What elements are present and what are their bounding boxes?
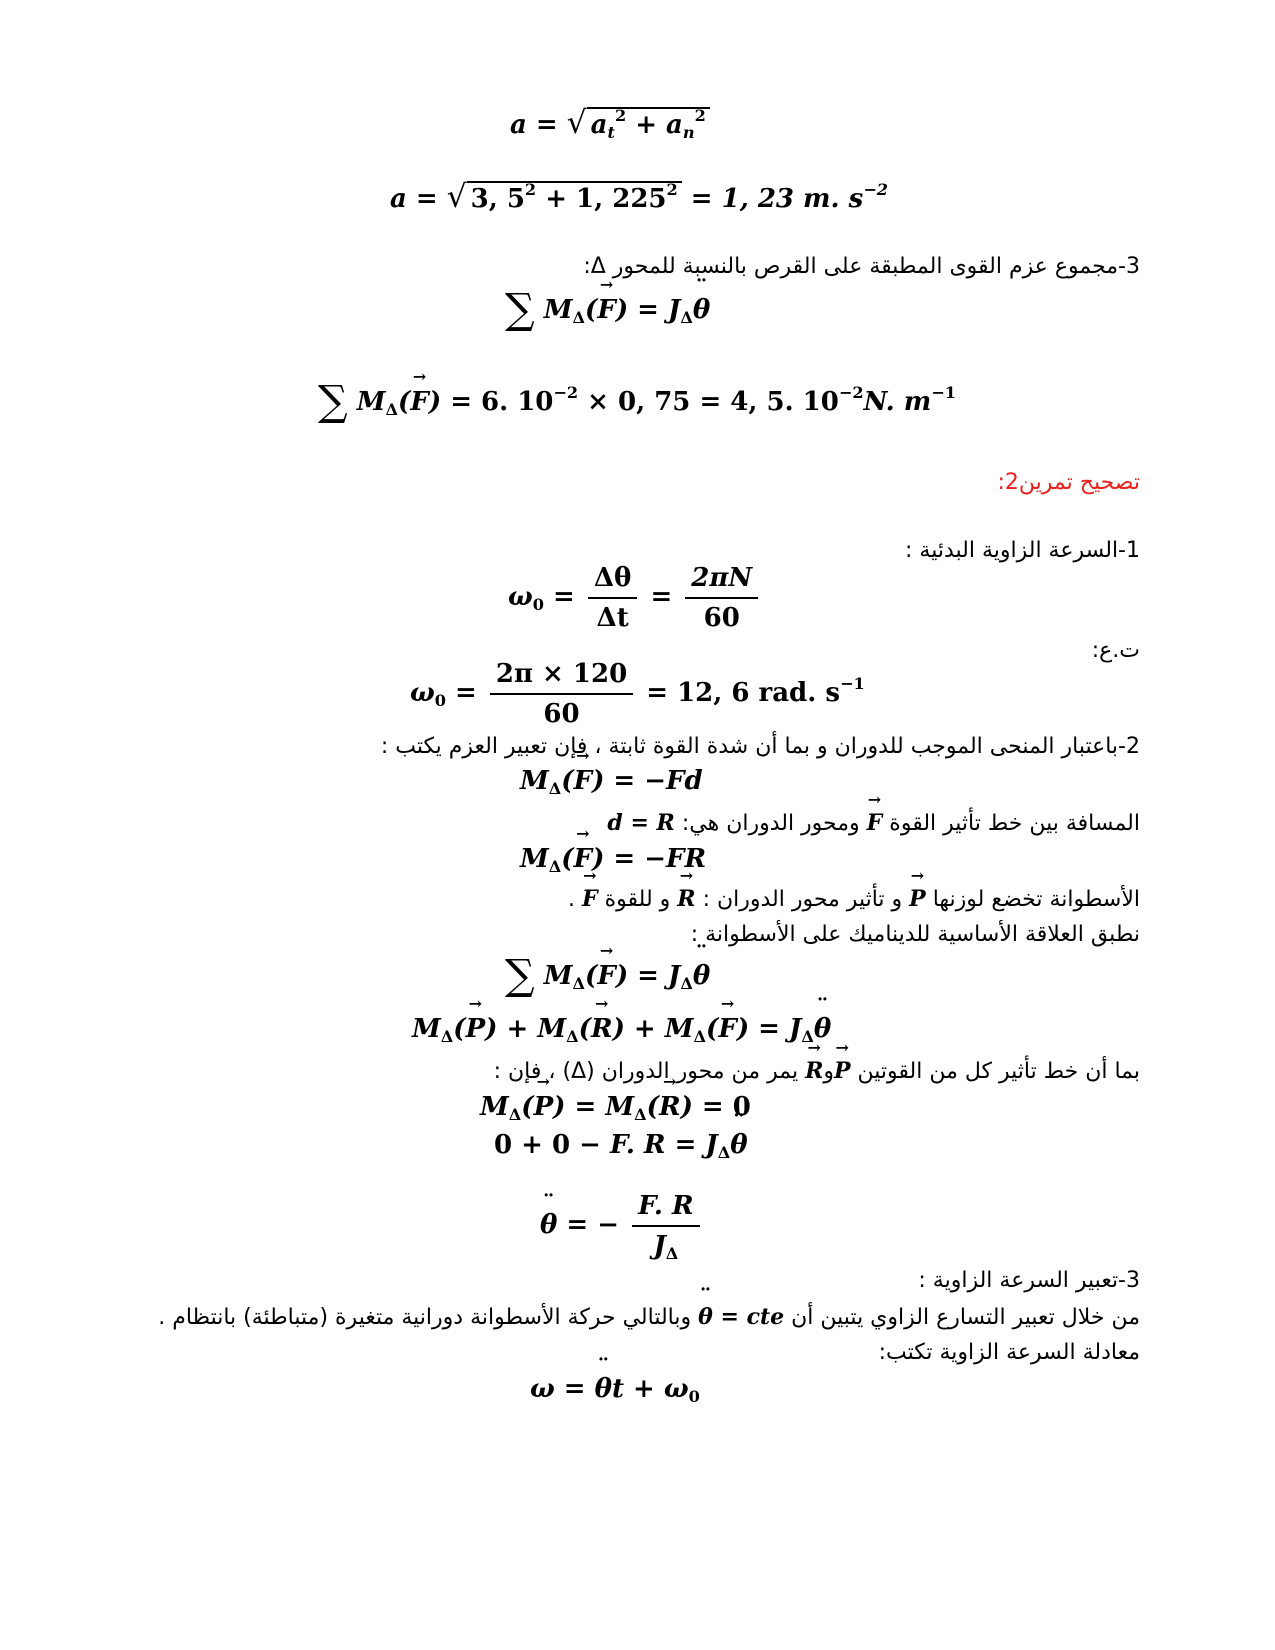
q3-equation-label: معادلة السرعة الزاوية تكتب: bbox=[878, 1340, 1140, 1365]
zero-sum-equation: 0 + 0 − F. $R = J_\Delta¨$ θ bbox=[494, 1128, 748, 1162]
exercise2-title: تصحيح تمرين2: bbox=[997, 470, 1140, 495]
numeric-app-label: ت.ع: bbox=[1091, 638, 1140, 663]
moment-F-formula: $M_\Delta(\to F) = -Fd$ bbox=[520, 764, 703, 798]
omega0-formula: $\omega_0$ = $\frac{\Delta\theta}{\Delta t}$ = $\frac{2\pi N}{60}$ bbox=[508, 562, 762, 634]
lines-through-axis: بما أن خط تأثير كل من القوتين → Pو→ R يمر من محور الدوران (Δ) ، فإن : bbox=[494, 1056, 1140, 1087]
accel-numeric: a = √ 3, $5^2 + 1$, $225^2 = 1$, 23 m. $s^{-2}$ bbox=[390, 179, 889, 215]
distance-line: المسافة بين خط تأثير القوة → F ومحور الدوران هي: d = R bbox=[607, 808, 1140, 839]
moment-F-FR: $M_\Delta(\to F) = -FR$ bbox=[520, 842, 706, 876]
dynamics-line: نطبق العلاقة الأساسية للديناميك على الأسطوانة : bbox=[690, 922, 1140, 947]
angular-velocity-equation: ω = ¨ $\theta t + \omega_0$ bbox=[530, 1372, 700, 1406]
q3-text: من خلال تعبير التسارع الزاوي يتبين أن ¨ θ = cte وبالتالي حركة الأسطوانة دورانية متغيرة (متباطئة) بانتظام . bbox=[158, 1302, 1140, 1333]
q1-heading: 1-السرعة الزاوية البدئية : bbox=[905, 538, 1140, 563]
q2-heading: 2-باعتبار المنحى الموجب للدوران و بما أن شدة القوة ثابتة ، فإن تعبير العزم يكتب : bbox=[380, 734, 1140, 759]
torque-sum-numeric: ∑ $M_\Delta(\to F) = 6$. $10^{-2} \times 0$, 75 = 4, 5. $10^{-2}N$. $m^{-1}$ bbox=[318, 384, 956, 419]
fundamental-relation: ∑ $M_\Delta(\to F)$ = $J_\Delta¨$ θ bbox=[505, 958, 710, 993]
accel-norm-formula: a = √ $a_t^2 + a_n^2$ bbox=[510, 106, 710, 142]
moments-zero: $M_\Delta(\to P) = M_\Delta(\to R) = 0$ bbox=[480, 1090, 751, 1124]
q3-heading: 3-تعبير السرعة الزاوية : bbox=[918, 1268, 1140, 1293]
torque-sum-heading: 3-مجموع عزم القوى المطبقة على القرص بالنسبة للمحور Δ: bbox=[583, 254, 1140, 279]
cylinder-forces-line: الأسطوانة تخضع لوزنها → P و تأثير محور الدوران : → R و للقوة → F . bbox=[568, 884, 1140, 915]
omega0-numeric: $\omega_0$ = $\frac{2\pi \times 120}{60}$ = 12, 6 rad. $s^{-1}$ bbox=[410, 659, 865, 729]
moments-sum-expanded: $M_\Delta(\to P) + M_\Delta(\to R) + M_\Delta(\to F)$ = $J_\Delta¨$ θ bbox=[412, 1012, 831, 1046]
torque-sum-formula: ∑ $M_\Delta(\to F)$ = $J_\Delta¨$ θ bbox=[505, 292, 710, 327]
angular-accel-formula: ¨ θ = − $\frac{F. R}{J_\Delta}$ bbox=[540, 1190, 704, 1262]
